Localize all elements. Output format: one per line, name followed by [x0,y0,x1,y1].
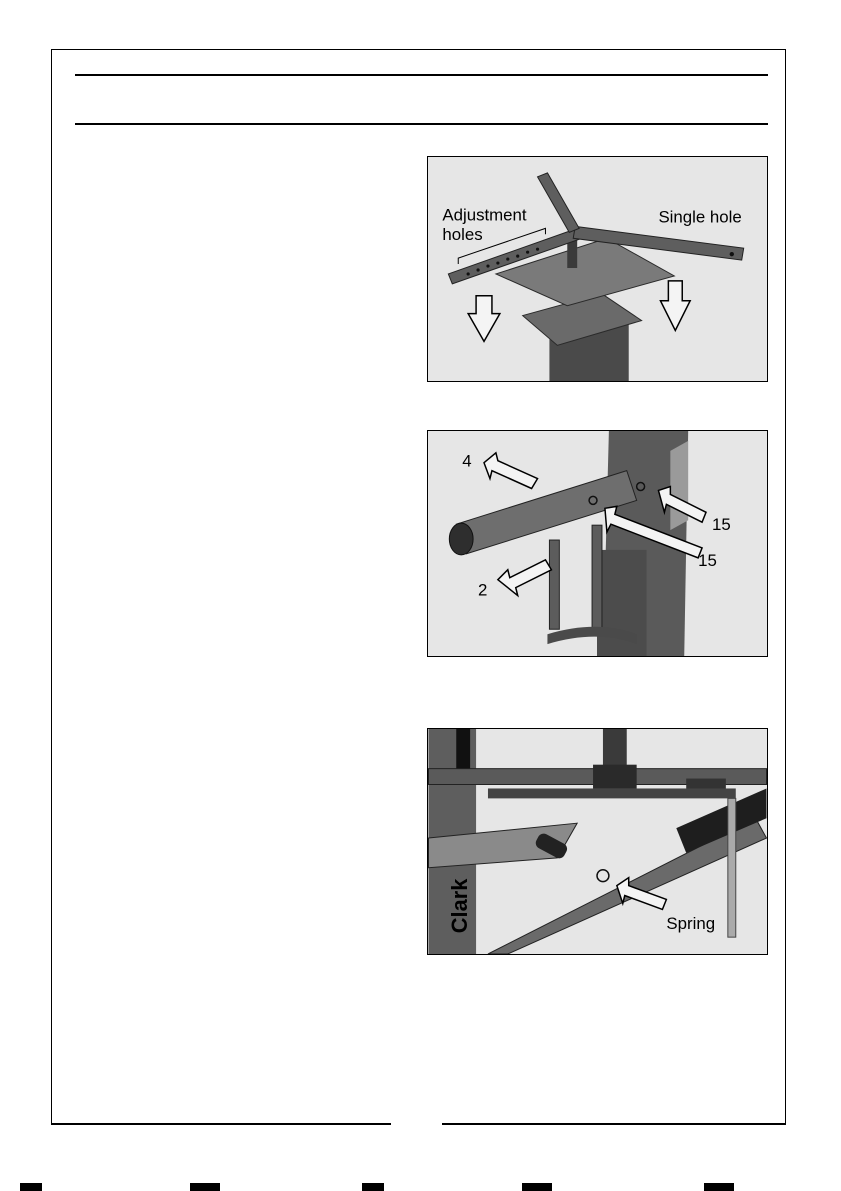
label-15-a: 15 [711,515,731,535]
label-15-b: 15 [698,550,717,570]
registration-mark [20,1183,42,1191]
registration-mark [704,1183,734,1191]
brand-text: Clark [447,878,473,934]
label-spring: Spring [666,914,716,934]
bracket-side [592,525,602,634]
label-4: 4 [462,451,472,471]
lead-screw [488,788,736,798]
photo-base-spider [427,156,768,382]
label-adjustment-2: holes [442,225,483,245]
bottom-registration-marks [0,1183,841,1191]
label-adjustment-1: Adjustment [442,205,527,225]
threaded-rod [728,798,736,937]
lower-column [597,550,647,656]
page-frame-bottom-right [442,1123,786,1125]
bar-clamp [593,765,637,789]
column-label-area [670,441,688,530]
header-rule-top [75,74,768,76]
registration-mark [190,1183,220,1191]
label-2: 2 [478,580,488,600]
bracket-2 [549,540,559,629]
single-hole-dot [730,252,734,256]
label-single-hole: Single hole [658,207,742,227]
top-post [456,729,470,769]
header-rule-bottom [75,123,768,125]
page-frame-bottom-left [51,1123,391,1125]
tube-opening [449,523,473,555]
photo-spring [427,728,768,955]
registration-mark [362,1183,384,1191]
photo-arm-assembly [427,430,768,657]
registration-mark [522,1183,552,1191]
